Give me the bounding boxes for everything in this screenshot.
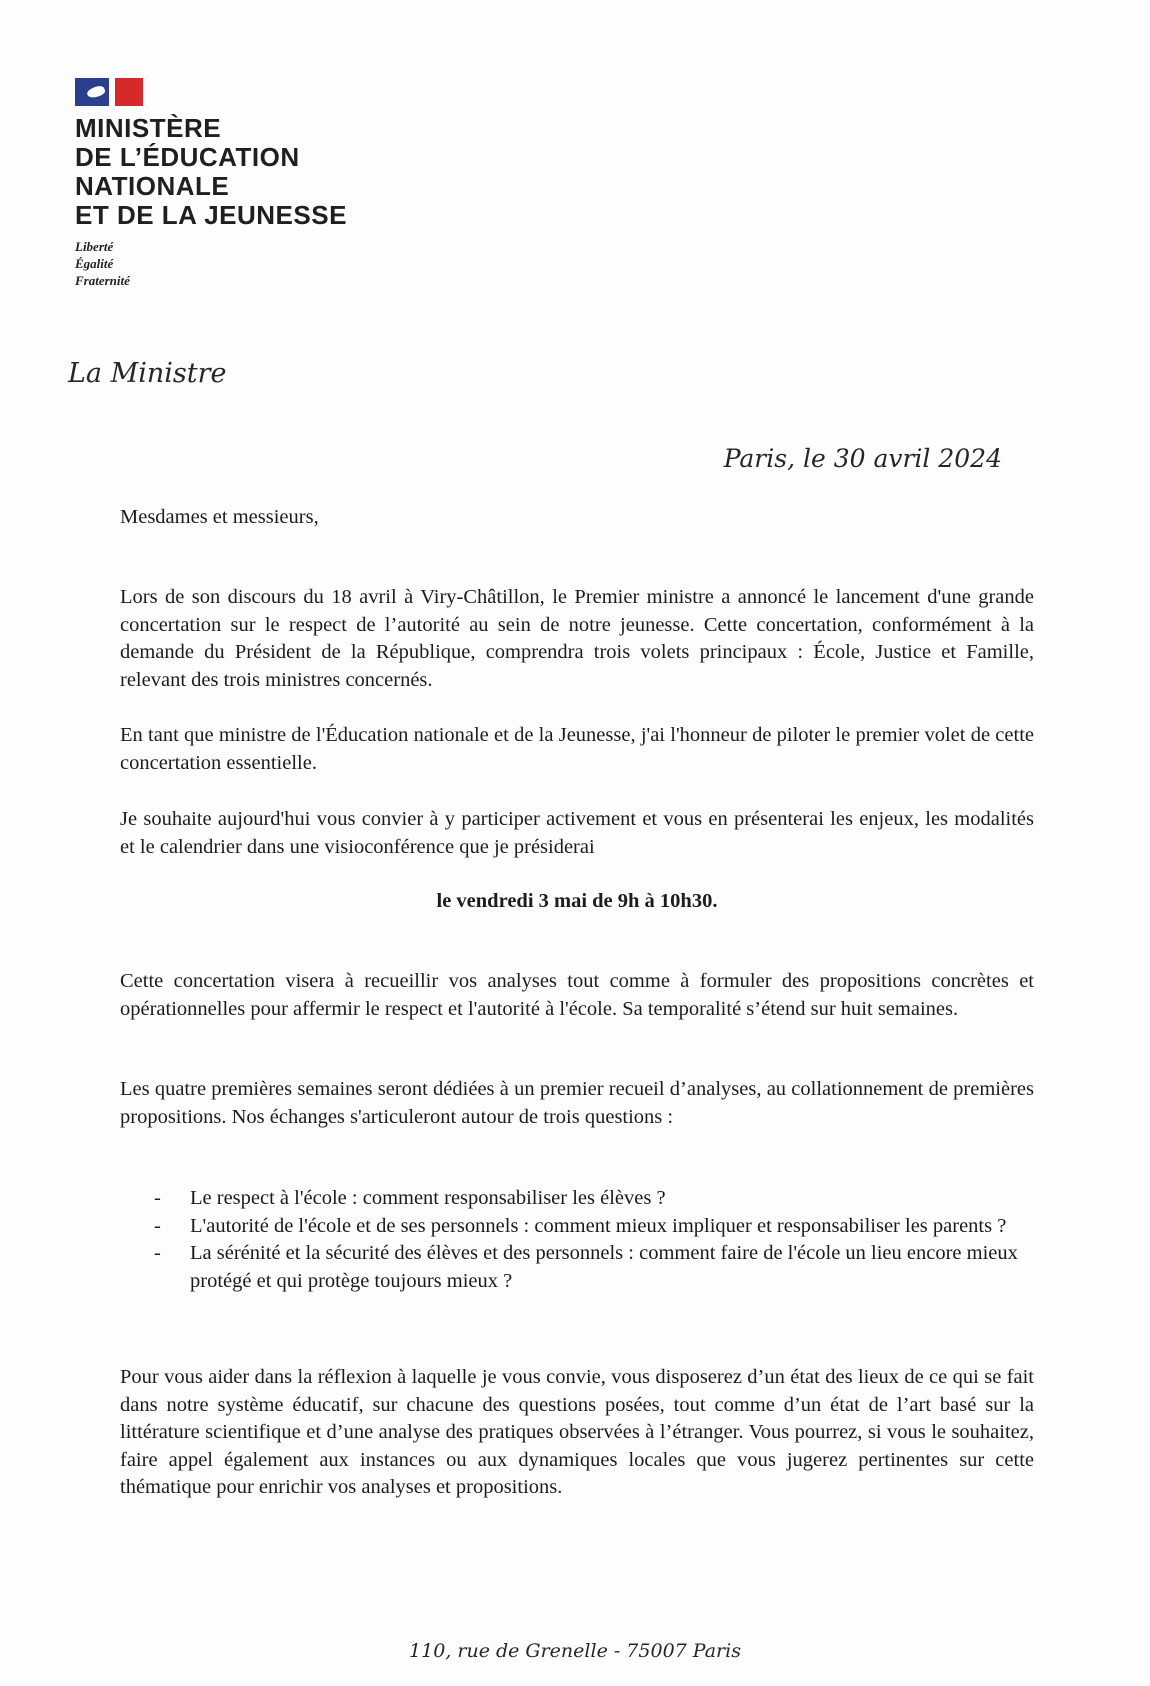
paragraph-2: En tant que ministre de l'Éducation nationale et de la Jeunesse, j'ai l'honneur de piloter le premier volet de cette concertation essentielle. [120, 724, 1034, 774]
paragraph-1: Lors de son discours du 18 avril à Viry-Châtillon, le Premier ministre a annoncé le lancement d'une grande concertation sur le respect de l’autorité au sein de notre jeunesse. Cette concertation, conformément à la demande du Président de la République, comprendra trois volets principaux : École, Justice et Famille, relevant des trois ministres concernés. [120, 586, 1034, 691]
ministry-logo [75, 78, 435, 289]
questions-list [150, 1185, 1034, 1295]
marianne-flag-icon [75, 78, 147, 106]
signature-title: La Ministre [68, 358, 227, 389]
paragraph-3: Je souhaite aujourd'hui vous convier à y participer activement et vous en présenterai les enjeux, les modalités et le calendrier dans une visioconférence que je présiderai [120, 808, 1034, 858]
ministry-name-line: MINISTÈRE [75, 113, 222, 143]
ministry-name-line: DE L’ÉDUCATION [75, 142, 300, 172]
dash-bullet-icon: - [154, 1214, 161, 1237]
place-date: Paris, le 30 avril 2024 [723, 444, 1002, 473]
flag-red-band [115, 78, 143, 106]
motto-liberte: Liberté [75, 239, 114, 254]
list-item [150, 1240, 1034, 1295]
salutation: Mesdames et messieurs, [120, 506, 319, 528]
footer-address: 110, rue de Grenelle - 75007 Paris [409, 1640, 741, 1662]
paragraph-6: Pour vous aider dans la réflexion à laquelle je vous convie, vous disposerez d’un état des lieux de ce qui se fait dans notre système éducatif, sur chacune des questions posées, tout comme d’un état de l’art basé sur la littérature scientifique et d’une analyse des pratiques observées à l’étranger. Vous pourrez, si vous le souhaitez, faire appel également aux instances ou aux dynamiques locales que vous jugerez pertinentes sur cette thématique pour enrichir vos analyses et propositions. [120, 1366, 1034, 1498]
dash-bullet-icon: - [154, 1187, 161, 1209]
ministry-name-line: NATIONALE [75, 171, 230, 201]
list-item [150, 1185, 1034, 1213]
paragraph-5: Les quatre premières semaines seront dédiées à un premier recueil d’analyses, au collationnement de premières propositions. Nos échanges s'articuleront autour de trois questions : [120, 1078, 1034, 1128]
meeting-date: le vendredi 3 mai de 9h à 10h30. [436, 890, 718, 912]
question-text: La sérénité et la sécurité des élèves et des personnels : comment faire de l'école un lieu encore mieux protégé et qui protège toujours mieux ? [190, 1242, 1018, 1292]
ministry-name-line: ET DE LA JEUNESSE [75, 200, 347, 230]
flag-blue-band [75, 78, 109, 106]
motto-egalite: Égalité [75, 256, 114, 271]
dash-bullet-icon: - [154, 1242, 161, 1264]
motto-fraternite: Fraternité [75, 273, 130, 288]
list-item [150, 1213, 1034, 1241]
paragraph-4: Cette concertation visera à recueillir vos analyses tout comme à formuler des propositions concrètes et opérationnelles pour affermir le respect et l'autorité à l'école. Sa temporalité s’étend sur huit semaines. [120, 970, 1034, 1020]
question-text: L'autorité de l'école et de ses personnels : comment mieux impliquer et responsabiliser les parents ? [190, 1214, 1007, 1237]
republic-motto [75, 238, 435, 289]
question-text: Le respect à l'école : comment responsabiliser les élèves ? [190, 1187, 666, 1209]
